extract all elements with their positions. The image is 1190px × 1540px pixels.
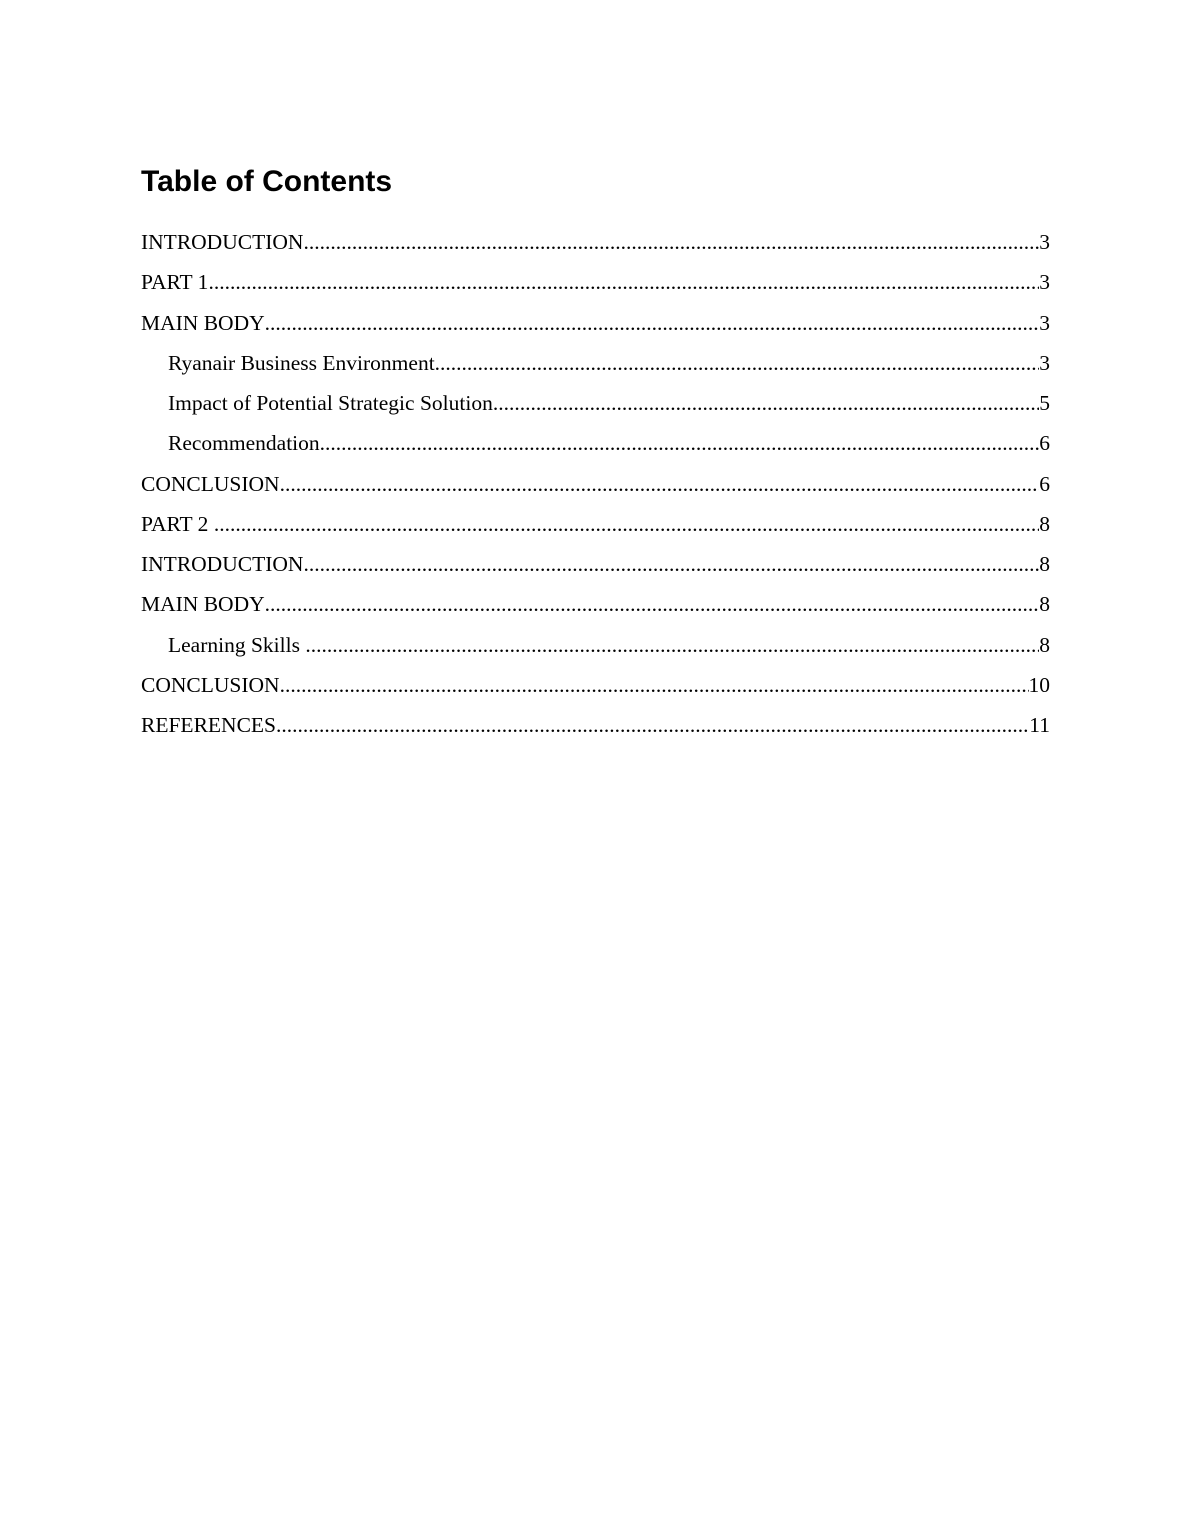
toc-entry-page-number: 8: [1039, 592, 1050, 617]
toc-entry-page-number: 3: [1039, 310, 1050, 335]
toc-dot-leader: [280, 673, 1029, 697]
toc-entry-page-number: 5: [1039, 391, 1050, 416]
toc-entry-ryanair-business-environment[interactable]: [141, 343, 1050, 383]
toc-entry-part-1[interactable]: [141, 262, 1050, 302]
toc-title: Table of Contents: [141, 165, 393, 198]
toc-dot-leader: [320, 431, 1040, 455]
toc-dot-leader: [265, 311, 1040, 335]
toc-entry-page-number: 11: [1029, 713, 1050, 738]
toc-entry-label: MAIN BODY: [141, 310, 265, 335]
toc-entry-page-number: 3: [1039, 230, 1050, 255]
toc-entry-label: INTRODUCTION: [141, 230, 304, 255]
toc-entry-page-number: 8: [1039, 511, 1050, 536]
toc-entry-label: MAIN BODY: [141, 592, 265, 617]
toc-entry-label: Impact of Potential Strategic Solution: [168, 391, 493, 416]
toc-dot-leader: [305, 633, 1039, 657]
toc-entry-label: PART 1: [141, 270, 209, 295]
toc-dot-leader: [493, 391, 1039, 415]
toc-dot-leader: [214, 512, 1039, 536]
toc-dot-leader: [435, 351, 1040, 375]
toc-entry-introduction-part-2[interactable]: [141, 544, 1050, 584]
toc-entry-label: INTRODUCTION: [141, 552, 304, 577]
toc-entry-page-number: 10: [1028, 672, 1050, 697]
toc-entry-conclusion[interactable]: [141, 464, 1050, 504]
toc-entry-page-number: 3: [1039, 270, 1050, 295]
toc-entry-part-2[interactable]: [141, 504, 1050, 544]
toc-entry-main-body-part-2[interactable]: [141, 584, 1050, 624]
toc-entry-main-body[interactable]: [141, 303, 1050, 343]
toc-entry-page-number: 8: [1039, 632, 1050, 657]
toc-entry-learning-skills[interactable]: [141, 625, 1050, 665]
toc-entry-label: Learning Skills: [168, 632, 306, 657]
toc-entry-page-number: 3: [1039, 350, 1050, 375]
toc-entry-label: CONCLUSION: [141, 471, 280, 496]
toc-entry-label: PART 2: [141, 511, 214, 536]
toc-entry-label: REFERENCES: [141, 713, 276, 738]
toc-entry-label: Recommendation: [168, 431, 320, 456]
toc-dot-leader: [208, 270, 1039, 294]
toc-dot-leader: [276, 713, 1029, 737]
toc-entry-page-number: 6: [1039, 431, 1050, 456]
toc-entry-introduction[interactable]: [141, 222, 1050, 262]
toc-entry-label: Ryanair Business Environment: [168, 350, 435, 375]
toc-dot-leader: [303, 230, 1039, 254]
toc-entry-recommendation[interactable]: [141, 423, 1050, 463]
toc-dot-leader: [265, 592, 1040, 616]
toc-entry-impact-of-potential-strategic-solution[interactable]: [141, 383, 1050, 423]
toc-list: [141, 222, 1050, 745]
toc-dot-leader: [303, 552, 1039, 576]
toc-entry-page-number: 8: [1039, 552, 1050, 577]
toc-entry-label: CONCLUSION: [141, 672, 280, 697]
toc-entry-page-number: 6: [1039, 471, 1050, 496]
toc-entry-references[interactable]: [141, 705, 1050, 745]
toc-dot-leader: [280, 472, 1040, 496]
toc-entry-conclusion-part-2[interactable]: [141, 665, 1050, 705]
